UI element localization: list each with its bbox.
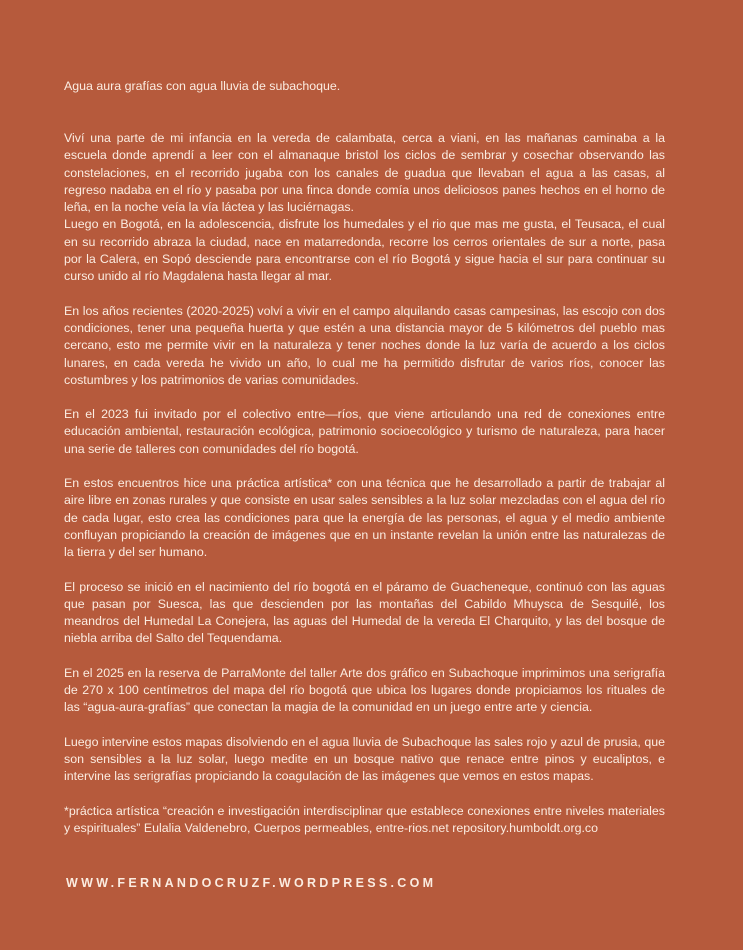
- paragraph-childhood: Viví una parte de mi infancia en la vereda de calambata, cerca a viani, en las mañanas caminaba a la escuela donde aprendí a leer con el almanaque bristol los ciclos de sembrar y cosechar observando las constelaciones, en el recorrido jugaba con los canales de guadua que llevaban el agua a las casas, al regreso nadaba en el río y pasaba por una finca donde comía unos deliciosos panes hechos en el horno de leña, en la noche veía la vía láctea y las luciérnagas.: [64, 131, 665, 215]
- paragraph-recent-years: En los años recientes (2020-2025) volví a vivir en el campo alquilando casas campesinas, las escojo con dos condiciones, tener una pequeña huerta y que estén a una distancia mayor de 5 kilómetros del pueblo mas cercano, esto me permite vivir en la naturaleza y tener noches donde la luz varía de acuerdo a los ciclos lunares, en cada vereda he vivido un año, lo cual me ha permitido disfrutar de varios ríos, conocer las costumbres y los patrimonios de varias comunidades.: [64, 303, 665, 387]
- paragraph-invitation: En el 2023 fui invitado por el colectivo entre—ríos, que viene articulando una red de conexiones entre educación ambiental, restauración ecológica, patrimonio socioecológico y turismo de naturaleza, para hacer una serie de talleres con comunidades del río bogotá.: [64, 407, 665, 456]
- paragraph-bogota: Luego en Bogotá, en la adolescencia, disfrute los humedales y el rio que mas me gusta, el Teusaca, el cual en su recorrido abraza la ciudad, nace en matarredonda, recorre los cerros orientales de sur a norte, pasa por la Calera, en Sopó desciende para encontrarse con el río Bogotá y sigue hacia el sur para continuar su curso unido al río Magdalena hasta llegar al mar.: [64, 217, 665, 284]
- paragraph-serigraphy: En el 2025 en la reserva de ParraMonte del taller Arte dos gráfico en Subachoque imprimimos una serigrafía de 270 x 100 centímetros del mapa del río bogotá que ubica los lugares donde propiciamos los rituales de las “agua-aura-grafías” que conectan la magia de la comunidad en un juego entre arte y ciencia.: [64, 665, 665, 715]
- website-footer-link[interactable]: WWW.FERNANDOCRUZF.WORDPRESS.COM: [66, 876, 437, 890]
- paragraph-practice: En estos encuentros hice una práctica artística* con una técnica que he desarrollado a partir de trabajar al aire libre en zonas rurales y que consiste en usar sales sensibles a la luz solar mezcladas con el agua del río de cada lugar, esto crea las condiciones para que la energía de las personas, el agua y el medio ambiente confluyan propiciando la creación de imágenes que en un instante revelan la unión entre las naturalezas de la tierra y del ser humano.: [64, 476, 665, 560]
- document-title: Agua aura grafías con agua lluvia de subachoque.: [64, 79, 341, 93]
- paragraph-footnote: *práctica artística “creación e investigación interdisciplinar que establece conexiones entre niveles materiales y espirituales” Eulalia Valdenebro, Cuerpos permeables, entre-rios.net repository.humboldt.org.co: [64, 803, 665, 835]
- paragraph-intervention: Luego intervine estos mapas disolviendo en el agua lluvia de Subachoque las sales rojo y azul de prusia, que son sensibles a la luz solar, luego medite en un bosque nativo que renace entre pinos y eucaliptos, e intervine las serigrafías propiciando la coagulación de las imágenes que vemos en estos mapas.: [64, 734, 665, 784]
- document-body: [64, 78, 665, 854]
- paragraph-process: El proceso se inició en el nacimiento del río bogotá en el páramo de Guacheneque, continuó con las aguas que pasan por Suesca, las que descienden por las montañas del Cabildo Mhuysca de Sesquilé, los meandros del Humedal La Conejera, las aguas del Humedal de la vereda El Charquito, y las del bosque de niebla arriba del Salto del Tequendama.: [64, 579, 665, 646]
